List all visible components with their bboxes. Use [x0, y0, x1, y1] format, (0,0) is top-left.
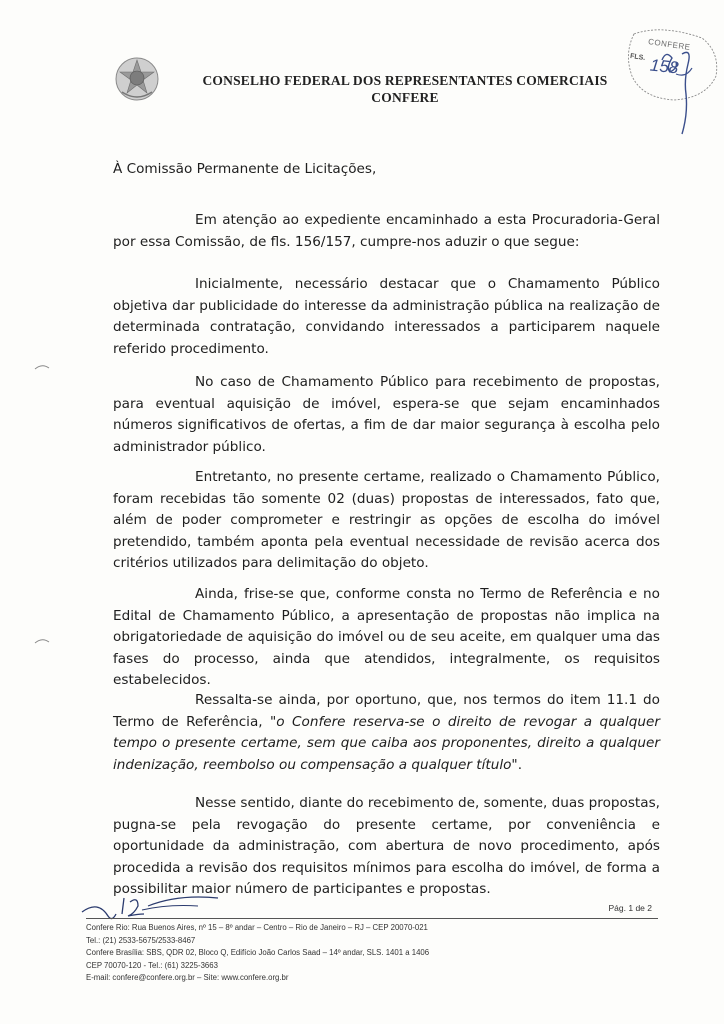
footer-divider — [86, 918, 658, 919]
paragraph-4: Entretanto, no presente certame, realizado o Chamamento Público, foram recebidas tão somente 02 (duas) propostas de interessados, fato que, além de poder comprometer e restringir as opções de escolha do imóvel pretendido, também aponta pela eventual necessidade de revisão acerca dos critérios utilizados para delimitação do objeto. — [113, 469, 660, 572]
paragraph-1: Em atenção ao expediente encaminhado a esta Procuradoria-Geral por essa Comissão, de fls. 156/157, cumpre-nos aduzir o que segue: — [113, 212, 660, 250]
stamp-page-number: 158 — [649, 55, 680, 78]
page-number: Pág. 1 de 2 — [608, 903, 652, 913]
footer-line-contact: E-mail: confere@confere.org.br – Site: www.confere.org.br — [86, 973, 289, 983]
salutation: À Comissão Permanente de Licitações, — [113, 161, 377, 177]
footer-address — [86, 922, 586, 985]
stamp-fls-label: FLS. — [629, 52, 646, 63]
footer-line-rio: Confere Rio: Rua Buenos Aires, nº 15 – 8º andar – Centro – Rio de Janeiro – RJ – CEP 20070-021 — [86, 923, 428, 932]
paragraph-2: Inicialmente, necessário destacar que o Chamamento Público objetiva dar publicidade do interesse da administração pública na realização de determinada contratação, convidando interessados a participarem naquele referido procedimento. — [113, 276, 660, 357]
handwritten-initials — [78, 892, 228, 926]
paragraph-7: Nesse sentido, diante do recebimento de, somente, duas propostas, pugna-se pela revogação do presente certame, por conveniência e oportunidade da administração, com abertura de novo procedimento, após procedida a revisão dos requisitos mínimos para escolha do imóvel, de forma a possibilitar maior número de participantes e propostas. — [113, 795, 660, 898]
margin-mark — [34, 638, 50, 644]
stamp-org-text: CONFERE — [647, 37, 692, 52]
margin-mark — [34, 364, 50, 370]
footer-line-rio-phone: Tel.: (21) 2533-5675/2533-8467 — [86, 935, 196, 945]
paragraph-5: Ainda, frise-se que, conforme consta no Termo de Referência e no Edital de Chamamento Público, a apresentação de propostas não implica na obrigatoriedade de aquisição do imóvel ou de seu aceite, em qualquer uma das fases do processo, ainda que atendidos, integralmente, os requisitos estabelecidos. — [113, 586, 660, 689]
paragraph-6: Ressalta-se ainda, por oportuno, que, nos termos do item 11.1 do Termo de Referência, "o Confere reserva-se o direito de revogar a qualquer tempo o presente certame, sem que caiba aos proponentes, direito a qualquer indenização, reembolso ou compensação a qualquer título". — [113, 692, 660, 773]
org-abbreviation: CONFERE — [371, 90, 439, 105]
footer-line-brasilia: Confere Brasília: SBS, QDR 02, Bloco Q, Edifício João Carlos Saad – 14º andar, SLS. 1401 a 1406 — [86, 948, 430, 958]
org-name: CONSELHO FEDERAL DOS REPRESENTANTES COMERCIAIS — [202, 73, 608, 88]
paragraph-3: No caso de Chamamento Público para recebimento de propostas, para eventual aquisição de imóvel, espera-se que sejam encaminhados números significativos de ofertas, a fim de dar maior segurança à escolha pelo administrador público. — [113, 374, 660, 455]
coat-of-arms-icon — [114, 56, 160, 102]
letterhead — [160, 72, 650, 106]
quoted-clause: "o Confere reserva-se o direito de revogar a qualquer tempo o presente certame, sem que caiba aos proponentes, direito a qualquer indenização, reembolso ou compensação a qualquer título" — [113, 713, 660, 773]
footer-line-brasilia-cep: CEP 70070-120 - Tel.: (61) 3225-3663 — [86, 960, 218, 970]
